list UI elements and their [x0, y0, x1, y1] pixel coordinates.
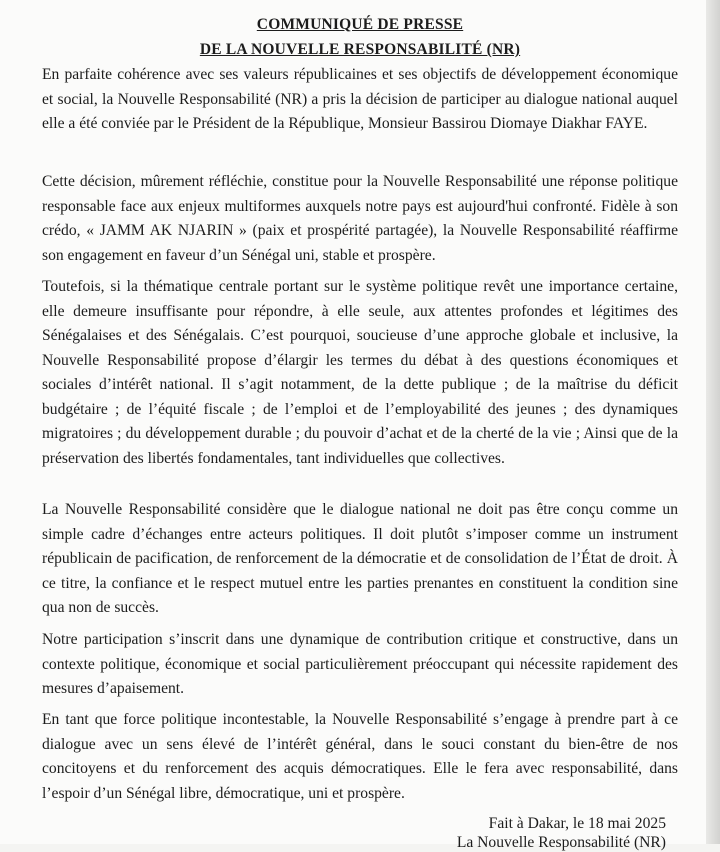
paragraph-contribution: Notre participation s’inscrit dans une dynamique de contribution critique et constructive, dans un contexte politique, économique et social particulièrement préoccupant qui nécessite rapidement des mesures d’apaisement.	[42, 631, 678, 697]
signature-organization: La Nouvelle Responsabilité (NR)	[456, 834, 666, 851]
document-title: COMMUNIQUÉ DE PRESSE	[256, 16, 464, 33]
document-subtitle: DE LA NOUVELLE RESPONSABILITÉ (NR)	[199, 41, 521, 58]
paragraph-dialogue-vision: La Nouvelle Responsabilité considère que le dialogue national ne doit pas être conçu comme un simple cadre d’échanges entre acteurs politiques. Il doit plutôt s’imposer comme un instrument républicain de pacification, de renforcement de la démocratie et de consolidation de l’État de droit. À ce titre, la confiance et le respect mutuel entre les parties prenantes en constituent la condition sine qua non de succès.	[42, 501, 678, 616]
paragraph-themes: Toutefois, si la thématique centrale portant sur le système politique revêt une importance certaine, elle demeure insuffisante pour répondre, à elle seule, aux attentes profondes et légitimes des Sénégalaises et des Sénégalais. C’est pourquoi, soucieuse d’une approche globale et inclusive, la Nouvelle Responsabilité propose d’élargir les termes du débat à des questions économiques et sociales d’intérêt national. Il s’agit notamment, de la dette publique ; de la maîtrise du déficit budgétaire ; de l’équité fiscale ; de l’emploi et de l’employabilité des jeunes ; des dynamiques migratoires ; du développement durable ; du pouvoir d’achat et de la cherté de la vie ; Ainsi que de la préservation des libertés fondamentales, tant individuelles que collectives.	[42, 278, 678, 467]
paragraph-decision: Cette décision, mûrement réfléchie, constitue pour la Nouvelle Responsabilité une réponse politique responsable face aux enjeux multiformes auxquels notre pays est aujourd'hui confronté. Fidèle à son crédo, « JAMM AK NJARIN » (paix et prospérité partagée), la Nouvelle Responsabilité réaffirme son engagement en faveur d’un Sénégal uni, stable et prospère.	[42, 173, 678, 264]
paragraph-participation: En parfaite cohérence avec ses valeurs républicaines et ses objectifs de développement économique et social, la Nouvelle Responsabilité (NR) a pris la décision de participer au dialogue national auquel elle a été conviée par le Président de la République, Monsieur Bassirou Diomaye Diakhar FAYE.	[42, 66, 678, 132]
paragraph-commitment: En tant que force politique incontestable, la Nouvelle Responsabilité s’engage à prendre part à ce dialogue avec un sens élevé de l’intérêt général, dans le souci constant du bien-être de nos concitoyens et du renforcement des acquis démocratiques. Elle le fera avec responsabilité, dans l’espoir d’un Sénégal libre, démocratique, uni et prospère.	[42, 711, 678, 802]
page-edge-shadow	[706, 0, 720, 844]
signature-place-date: Fait à Dakar, le 18 mai 2025	[488, 815, 666, 832]
